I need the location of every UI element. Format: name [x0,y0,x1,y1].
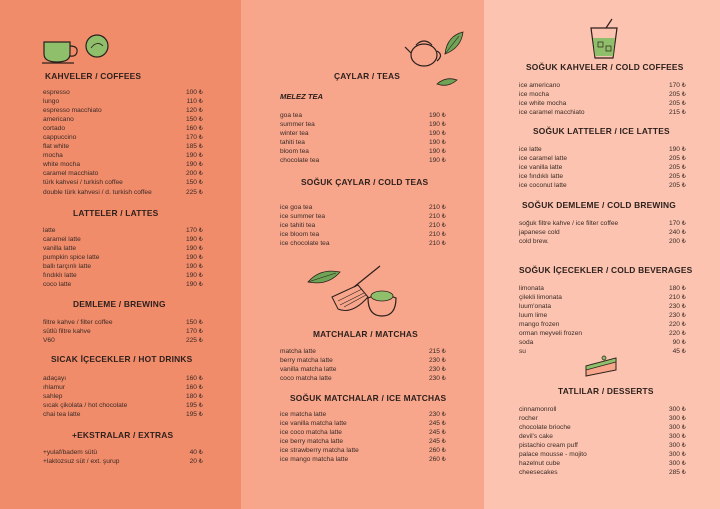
item-price: 210 ₺ [428,222,446,230]
item-name: caramel latte [43,236,81,244]
item-price: 190 ₺ [185,281,203,289]
section-title-hot-drinks: SICAK İÇECEKLER / HOT DRINKS [51,354,193,364]
hot-drinks-list [43,374,203,419]
item-price: 195 ₺ [185,411,203,419]
item-price: 170 ₺ [185,328,203,336]
menu-item [519,338,686,347]
menu-item [280,221,446,230]
menu-item [519,329,686,338]
item-name: mango frozen [519,321,560,329]
menu-item [280,147,446,156]
item-name: ice vanilla matcha latte [280,420,347,428]
menu-item [43,271,203,280]
section-title-extras: +EKSTRALAR / EXTRAS [72,430,174,440]
menu-item [519,237,686,246]
menu-item [519,163,686,172]
menu-item [519,405,686,414]
item-price: 260 ₺ [428,456,446,464]
menu-item [519,145,686,154]
item-name: ice summer tea [280,213,326,221]
section-title-ice-lattes: SOĞUK LATTELER / ICE LATTES [533,126,670,136]
item-name: coco latte [43,281,72,289]
menu-item [519,81,686,90]
item-name: ıhlamur [43,384,65,392]
menu-item [519,414,686,423]
cake-slice-icon [584,354,618,378]
menu-item [43,336,203,345]
item-name: devil's cake [519,433,553,441]
item-name: ice latte [519,146,542,153]
leaf-icon [436,76,458,88]
menu-item [280,347,446,356]
item-price: 230 ₺ [428,375,446,383]
menu-item [280,212,446,221]
item-name: pumpkin spice latte [43,254,100,262]
section-title-cold-brewing: SOĞUK DEMLEME / COLD BREWING [522,200,677,210]
item-name: winter tea [280,130,309,138]
section-title-cold-teas: SOĞUK ÇAYLAR / COLD TEAS [301,177,429,187]
item-name: rocher [519,415,538,423]
item-price: 285 ₺ [668,469,686,477]
teapot-icon [404,33,446,71]
item-name: latte [43,227,56,234]
menu-item [43,178,203,187]
cold-beverages-list [519,284,686,356]
item-name: ice fındıklı latte [519,173,563,181]
item-price: 225 ₺ [185,337,203,345]
item-name: limonata [519,285,544,292]
coffee-cup-icon [40,38,82,64]
item-name: filtre kahve / filter coffee [43,319,113,326]
item-price: 190 ₺ [185,245,203,253]
menu-item [43,226,203,235]
item-price: 245 ₺ [428,429,446,437]
menu-item [519,172,686,181]
item-name: caramel macchiato [43,170,99,178]
item-price: 190 ₺ [668,146,686,153]
item-name: americano [43,116,74,124]
item-price: 210 ₺ [428,204,446,211]
item-price: 300 ₺ [668,442,686,450]
item-price: 170 ₺ [185,134,203,142]
item-price: 190 ₺ [428,130,446,138]
item-price: 150 ₺ [185,319,203,326]
item-name: cortado [43,125,65,133]
item-name: ice mango matcha latte [280,456,349,464]
menu-item [519,99,686,108]
item-name: ice caramel latte [519,155,568,163]
ice-lattes-list [519,145,686,190]
menu-item [43,88,203,97]
item-price: 190 ₺ [185,236,203,244]
desserts-list [519,405,686,477]
item-price: 300 ₺ [668,451,686,459]
item-price: 230 ₺ [428,411,446,418]
item-price: 100 ₺ [185,89,203,96]
item-name: adaçayı [43,375,67,382]
teas-subtitle: MELEZ TEA [280,92,324,101]
menu-item [43,318,203,327]
item-name: flat white [43,143,70,151]
menu-item [519,108,686,117]
item-price: 190 ₺ [185,263,203,271]
menu-item [43,188,203,197]
menu-item [280,356,446,365]
item-price: 190 ₺ [185,254,203,262]
menu-item [519,450,686,459]
menu-item [43,142,203,151]
item-name: matcha latte [280,348,316,355]
menu-item [519,181,686,190]
item-price: 225 ₺ [185,188,203,196]
item-price: 190 ₺ [428,148,446,156]
cold-teas-list [280,203,446,248]
item-name: ice white mocha [519,100,567,108]
item-name: sütlü filtre kahve [43,328,91,336]
item-price: 185 ₺ [185,143,203,151]
item-name: goa tea [280,112,302,119]
menu-item [43,160,203,169]
menu-item [519,90,686,99]
item-name: cheesecakes [519,469,558,477]
matcha-bowl-icon [366,286,398,318]
item-price: 180 ₺ [668,285,686,292]
menu-item [43,280,203,289]
item-price: 210 ₺ [428,240,446,248]
coffees-list [43,88,203,197]
item-price: 230 ₺ [668,303,686,311]
item-name: espresso macchiato [43,107,102,115]
menu-item [519,441,686,450]
menu-item [43,97,203,106]
menu-item [280,239,446,248]
item-price: 240 ₺ [668,229,686,237]
section-title-lattes: LATTELER / LATTES [73,208,159,218]
item-price: 195 ₺ [185,402,203,410]
menu-item [43,133,203,142]
menu-item [519,154,686,163]
item-price: 190 ₺ [428,121,446,129]
item-name: ice chocolate tea [280,240,330,248]
lattes-list [43,226,203,289]
item-name: ice tahiti tea [280,222,316,230]
item-price: 190 ₺ [185,272,203,280]
menu-item [519,459,686,468]
item-name: chai tea latte [43,411,81,419]
section-title-brewing: DEMLEME / BREWING [73,299,166,309]
item-name: lungo [43,98,60,106]
menu-item [519,432,686,441]
item-price: 110 ₺ [186,98,203,106]
section-title-coffees: KAHVELER / COFFEES [45,71,142,81]
item-price: 230 ₺ [668,312,686,320]
item-price: 205 ₺ [668,182,686,190]
menu-item [280,428,446,437]
item-name: cinnamonroll [519,406,557,413]
item-price: 245 ₺ [428,438,446,446]
menu-item [280,111,446,120]
item-name: ice coconut latte [519,182,567,190]
item-name: ice vanilla latte [519,164,563,172]
cold-brewing-list [519,219,686,246]
item-price: 190 ₺ [428,157,446,165]
item-price: 180 ₺ [185,393,203,401]
item-name: pistachio cream puff [519,442,578,450]
menu-item [43,124,203,133]
item-price: 150 ₺ [185,179,203,187]
item-price: 160 ₺ [185,375,203,382]
item-price: 205 ₺ [668,91,686,99]
item-price: 170 ₺ [185,227,203,234]
menu-item [43,457,203,466]
menu-item [519,293,686,302]
menu-item [280,230,446,239]
menu-item [43,410,203,419]
menu-item [43,253,203,262]
item-name: coco matcha latte [280,375,332,383]
item-price: 245 ₺ [428,420,446,428]
item-price: 170 ₺ [668,220,686,227]
item-name: su [519,348,526,356]
item-name: berry matcha latte [280,357,333,365]
menu-item [43,383,203,392]
item-name: ice mocha [519,91,550,99]
item-name: cappuccino [43,134,77,142]
item-price: 190 ₺ [185,161,203,169]
iced-drink-icon [587,18,621,60]
menu-item [280,455,446,464]
item-price: 160 ₺ [185,384,203,392]
section-title-ice-matchas: SOĞUK MATCHALAR / ICE MATCHAS [290,393,447,403]
menu-item [43,235,203,244]
item-name: luum'onata [519,303,552,311]
item-price: 20 ₺ [189,458,203,466]
item-name: ice berry matcha latte [280,438,344,446]
item-price: 300 ₺ [668,406,686,413]
item-price: 45 ₺ [672,348,686,356]
item-price: 300 ₺ [668,460,686,468]
item-price: 190 ₺ [185,152,203,160]
item-name: ice goa tea [280,204,313,211]
brewing-list [43,318,203,345]
item-name: vanilla latte [43,245,76,253]
item-price: 200 ₺ [668,238,686,246]
item-price: 170 ₺ [668,82,686,89]
item-price: 220 ₺ [668,321,686,329]
item-price: 40 ₺ [189,449,203,456]
menu-item [280,419,446,428]
item-name: çilekli limonata [519,294,562,302]
item-price: 210 ₺ [668,294,686,302]
item-price: 200 ₺ [185,170,203,178]
item-price: 230 ₺ [428,357,446,365]
item-name: palace mousse - mojito [519,451,587,459]
item-name: bloom tea [280,148,309,156]
item-price: 230 ₺ [428,366,446,374]
item-name: ice matcha latte [280,411,327,418]
menu-item [43,392,203,401]
item-price: 215 ₺ [428,348,446,355]
section-title-matchas: MATCHALAR / MATCHAS [313,329,418,339]
section-title-desserts: TATLILAR / DESSERTS [558,386,654,396]
section-title-cold-beverages: SOĞUK İÇECEKLER / COLD BEVERAGES [519,265,693,275]
item-price: 300 ₺ [668,433,686,441]
menu-item [519,284,686,293]
item-name: V60 [43,337,55,345]
item-price: 260 ₺ [428,447,446,455]
ice-matchas-list [280,410,446,464]
item-name: cold brew. [519,238,549,246]
item-name: +yulaf/badem sütü [43,449,98,456]
menu-item [43,244,203,253]
item-name: orman meyveli frozen [519,330,583,338]
menu-item [519,320,686,329]
menu-item [519,302,686,311]
item-name: fındıklı latte [43,272,77,280]
menu-item [43,106,203,115]
item-price: 205 ₺ [668,155,686,163]
item-name: white mocha [43,161,81,169]
menu-item [519,228,686,237]
item-price: 160 ₺ [185,125,203,133]
item-name: türk kahvesi / turkish coffee [43,179,123,187]
menu-item [43,448,203,457]
item-price: 210 ₺ [428,213,446,221]
item-price: 215 ₺ [668,109,686,117]
item-name: double türk kahvesi / d. turkish coffee [43,188,152,196]
item-price: 205 ₺ [668,164,686,172]
cold-coffees-list [519,81,686,117]
item-price: 120 ₺ [185,107,203,115]
item-price: 150 ₺ [185,116,203,124]
menu-item [519,468,686,477]
section-title-teas: ÇAYLAR / TEAS [334,71,401,81]
item-name: summer tea [280,121,315,129]
extras-list [43,448,203,466]
menu-item [519,219,686,228]
menu-item [280,129,446,138]
menu-item [43,262,203,271]
menu-item [280,156,446,165]
menu-item [280,446,446,455]
item-name: ice bloom tea [280,231,320,239]
menu-item [280,437,446,446]
menu-item [280,138,446,147]
item-price: 190 ₺ [428,139,446,147]
item-price: 205 ₺ [668,173,686,181]
item-price: 190 ₺ [428,112,446,119]
menu-item [280,365,446,374]
teas-list [280,111,446,165]
item-price: 210 ₺ [428,231,446,239]
item-name: soda [519,339,534,347]
menu-item [519,423,686,432]
menu-item [280,203,446,212]
item-name: ice coco matcha latte [280,429,342,437]
item-price: 205 ₺ [668,100,686,108]
item-name: ice caramel macchiato [519,109,585,117]
item-name: japanese cold [519,229,560,237]
menu-item [43,401,203,410]
item-price: 220 ₺ [668,330,686,338]
menu-item [519,347,686,356]
matcha-bowl-icon [84,33,110,59]
menu-item [43,169,203,178]
item-name: luum lime [519,312,548,320]
item-name: vanilla matcha latte [280,366,337,374]
menu-item [43,115,203,124]
item-name: espresso [43,89,70,96]
menu-item [43,374,203,383]
menu-item [280,120,446,129]
item-name: ice strawberry matcha latte [280,447,359,455]
leaf-icon [443,30,465,56]
menu-item [43,151,203,160]
menu-item [43,327,203,336]
item-name: chocolate brioche [519,424,571,432]
item-name: ballı tarçınlı latte [43,263,92,271]
menu-item [280,374,446,383]
matchas-list [280,347,446,383]
item-name: soğuk filtre kahve / ice filter coffee [519,220,619,227]
item-name: ice americano [519,82,561,89]
item-name: sahlep [43,393,63,401]
item-name: sıcak çikolata / hot chocolate [43,402,128,410]
item-name: hazelnut cube [519,460,561,468]
item-name: tahiti tea [280,139,305,147]
item-name: chocolate tea [280,157,320,165]
item-name: mocha [43,152,63,160]
section-title-cold-coffees: SOĞUK KAHVELER / COLD COFFEES [526,62,684,72]
item-price: 300 ₺ [668,415,686,423]
item-price: 300 ₺ [668,424,686,432]
menu-item [280,410,446,419]
menu-item [519,311,686,320]
item-name: +laktozsuz süt / ext. şurup [43,458,120,466]
item-price: 90 ₺ [672,339,686,347]
